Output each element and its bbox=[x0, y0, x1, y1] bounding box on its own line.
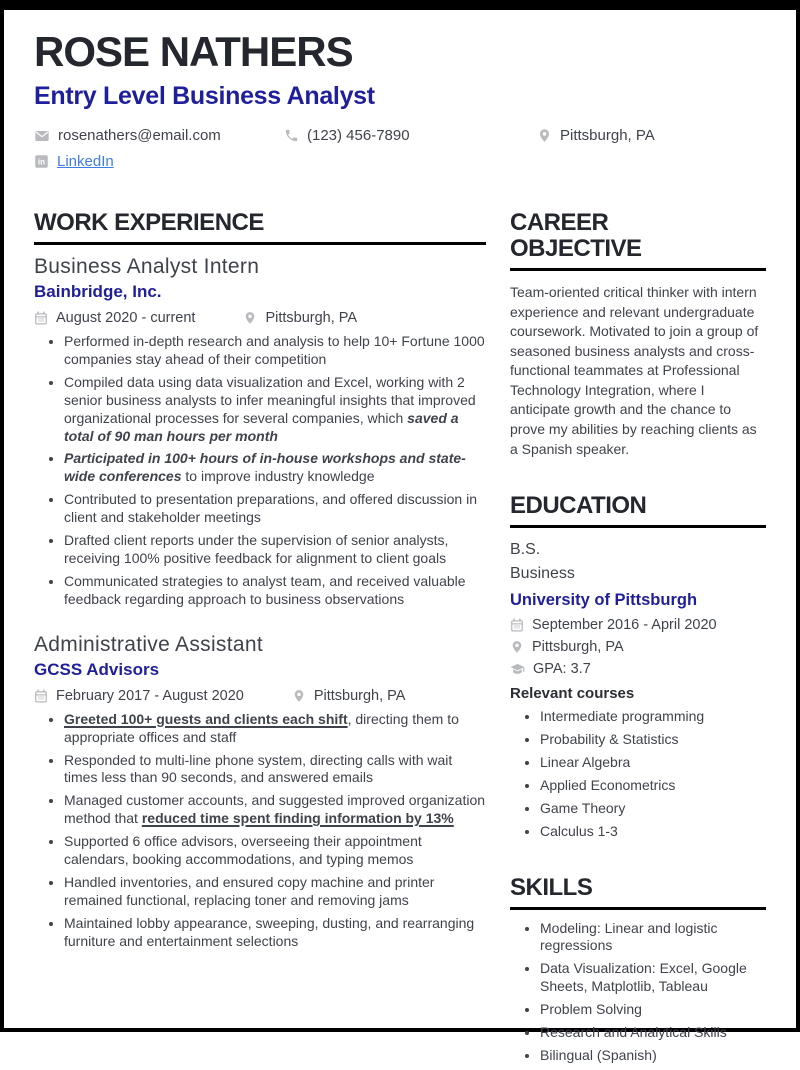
skills-section bbox=[510, 875, 766, 1065]
education-dates-text: September 2016 - April 2020 bbox=[532, 617, 717, 634]
job-company: Bainbridge, Inc. bbox=[34, 282, 162, 301]
contact-location bbox=[537, 127, 655, 144]
skills-list bbox=[510, 920, 766, 1065]
contact-linkedin bbox=[34, 153, 114, 170]
resume-header bbox=[34, 30, 766, 170]
calendar-icon bbox=[34, 689, 48, 703]
right-column bbox=[510, 210, 766, 1070]
person-name: ROSE NATHERS bbox=[34, 28, 353, 75]
bullet-item: • Supported 6 office advisors, overseeing their appointment calendars, booking accommodations, and typing memos bbox=[64, 833, 486, 869]
courses-list bbox=[510, 708, 766, 840]
career-objective-heading: CAREER OBJECTIVE bbox=[510, 210, 766, 271]
education-section bbox=[510, 493, 766, 840]
location-pin-icon bbox=[510, 640, 524, 654]
bullet-item: • Maintained lobby appearance, sweeping, dusting, and rearranging furniture and entertainment selections bbox=[64, 915, 486, 951]
job-title: Business Analyst Intern bbox=[34, 255, 260, 278]
contact-phone-text: (123) 456-7890 bbox=[307, 127, 410, 145]
education-gpa-text: GPA: 3.7 bbox=[533, 661, 591, 678]
list-item: • Linear Algebra bbox=[540, 754, 766, 772]
contact-row-linkedin bbox=[34, 153, 766, 170]
jobs-container bbox=[34, 255, 486, 951]
list-item: • Modeling: Linear and logistic regressions bbox=[540, 920, 766, 956]
job-bullets-list bbox=[34, 711, 486, 951]
contact-email-text: rosenathers@email.com bbox=[58, 127, 221, 145]
job-meta-row bbox=[34, 688, 486, 704]
contact-email bbox=[34, 127, 284, 144]
education-degree: B.S. bbox=[510, 541, 541, 559]
contact-row bbox=[34, 127, 766, 144]
bullet-item: • Drafted client reports under the supervision of senior analysts, receiving 100% positive feedback for alignment to client goals bbox=[64, 532, 486, 568]
calendar-icon bbox=[34, 311, 48, 325]
education-heading: EDUCATION bbox=[510, 493, 766, 528]
job-location-text: Pittsburgh, PA bbox=[265, 310, 358, 326]
graduation-cap-icon bbox=[510, 662, 525, 677]
list-item: • Problem Solving bbox=[540, 1001, 766, 1019]
contact-phone bbox=[284, 127, 537, 144]
job-location bbox=[243, 310, 357, 326]
mail-icon bbox=[34, 128, 50, 144]
skills-heading: SKILLS bbox=[510, 875, 766, 910]
bullet-item: • Performed in-depth research and analysis to help 10+ Fortune 1000 companies stay ahead of their competition bbox=[64, 333, 486, 369]
list-item: • Data Visualization: Excel, Google Sheets, Matplotlib, Tableau bbox=[540, 960, 766, 996]
job-dates bbox=[34, 310, 195, 326]
calendar-icon bbox=[510, 618, 524, 632]
location-pin-icon bbox=[537, 128, 552, 143]
education-major: Business bbox=[510, 565, 575, 583]
bullet-item: • Communicated strategies to analyst team, and received valuable feedback regarding approach to business observations bbox=[64, 573, 486, 609]
education-school: University of Pittsburgh bbox=[510, 591, 698, 610]
education-dates bbox=[510, 617, 766, 633]
education-gpa bbox=[510, 661, 766, 677]
job-meta-row bbox=[34, 310, 486, 326]
work-experience-heading: WORK EXPERIENCE bbox=[34, 210, 486, 245]
list-item: • Research and Analytical Skills bbox=[540, 1024, 766, 1042]
bullet-item: • Participated in 100+ hours of in-house workshops and state-wide conferences to improve industry knowledge bbox=[64, 450, 486, 486]
bullet-item: • Greeted 100+ guests and clients each shift, directing them to appropriate offices and staff bbox=[64, 711, 486, 747]
bullet-item: • Contributed to presentation preparations, and offered discussion in client and stakeholder meetings bbox=[64, 491, 486, 527]
bullet-item: • Compiled data using data visualization and Excel, working with 2 senior business analysts to infer meaningful insights that improved organizational processes for several companies, which saved a total of 90 man hours per month bbox=[64, 374, 486, 446]
bullet-item: • Handled inventories, and ensured copy machine and printer remained functional, replacing toner and removing jams bbox=[64, 874, 486, 910]
job-bullets-list bbox=[34, 333, 486, 609]
bullet-item: • Managed customer accounts, and suggested improved organization method that reduced time spent finding information by 13% bbox=[64, 792, 486, 828]
list-item: • Bilingual (Spanish) bbox=[540, 1047, 766, 1065]
list-item: • Game Theory bbox=[540, 800, 766, 818]
person-title: Entry Level Business Analyst bbox=[34, 82, 375, 111]
job-entry bbox=[34, 633, 486, 951]
linkedin-icon bbox=[34, 154, 49, 169]
job-company: GCSS Advisors bbox=[34, 659, 160, 679]
career-objective-section bbox=[510, 210, 766, 459]
job-dates-text: August 2020 - current bbox=[56, 310, 196, 326]
bullet-item: • Responded to multi-line phone system, directing calls with wait times less than 90 seconds, and answered emails bbox=[64, 752, 486, 788]
work-experience-section bbox=[34, 210, 486, 950]
left-column bbox=[34, 210, 486, 1070]
resume-body bbox=[34, 210, 766, 1070]
job-location bbox=[292, 688, 406, 704]
list-item: • Probability & Statistics bbox=[540, 731, 766, 749]
job-dates-text: February 2017 - August 2020 bbox=[56, 687, 244, 704]
contact-location-text: Pittsburgh, PA bbox=[560, 127, 655, 145]
linkedin-link[interactable]: LinkedIn bbox=[57, 153, 114, 171]
job-title: Administrative Assistant bbox=[34, 632, 263, 656]
relevant-courses-label: Relevant courses bbox=[510, 685, 635, 703]
job-entry bbox=[34, 255, 486, 609]
job-location-text: Pittsburgh, PA bbox=[313, 687, 406, 704]
location-pin-icon bbox=[243, 311, 257, 325]
list-item: • Intermediate programming bbox=[540, 708, 766, 726]
list-item: • Applied Econometrics bbox=[540, 777, 766, 795]
education-location-text: Pittsburgh, PA bbox=[532, 639, 624, 656]
location-pin-icon bbox=[292, 689, 306, 703]
education-location bbox=[510, 639, 766, 655]
phone-icon bbox=[284, 128, 299, 143]
job-dates bbox=[34, 688, 244, 704]
career-objective-text: Team-oriented critical thinker with intern experience and relevant undergraduate coursework. Motivated to join a group of seasoned business analysts and cross-functional teammates at Professional Technology Integration, where I anticipate growth and the chance to prove my abilities by reaching clients as a Spanish speaker. bbox=[510, 283, 759, 457]
list-item: • Calculus 1-3 bbox=[540, 823, 766, 841]
